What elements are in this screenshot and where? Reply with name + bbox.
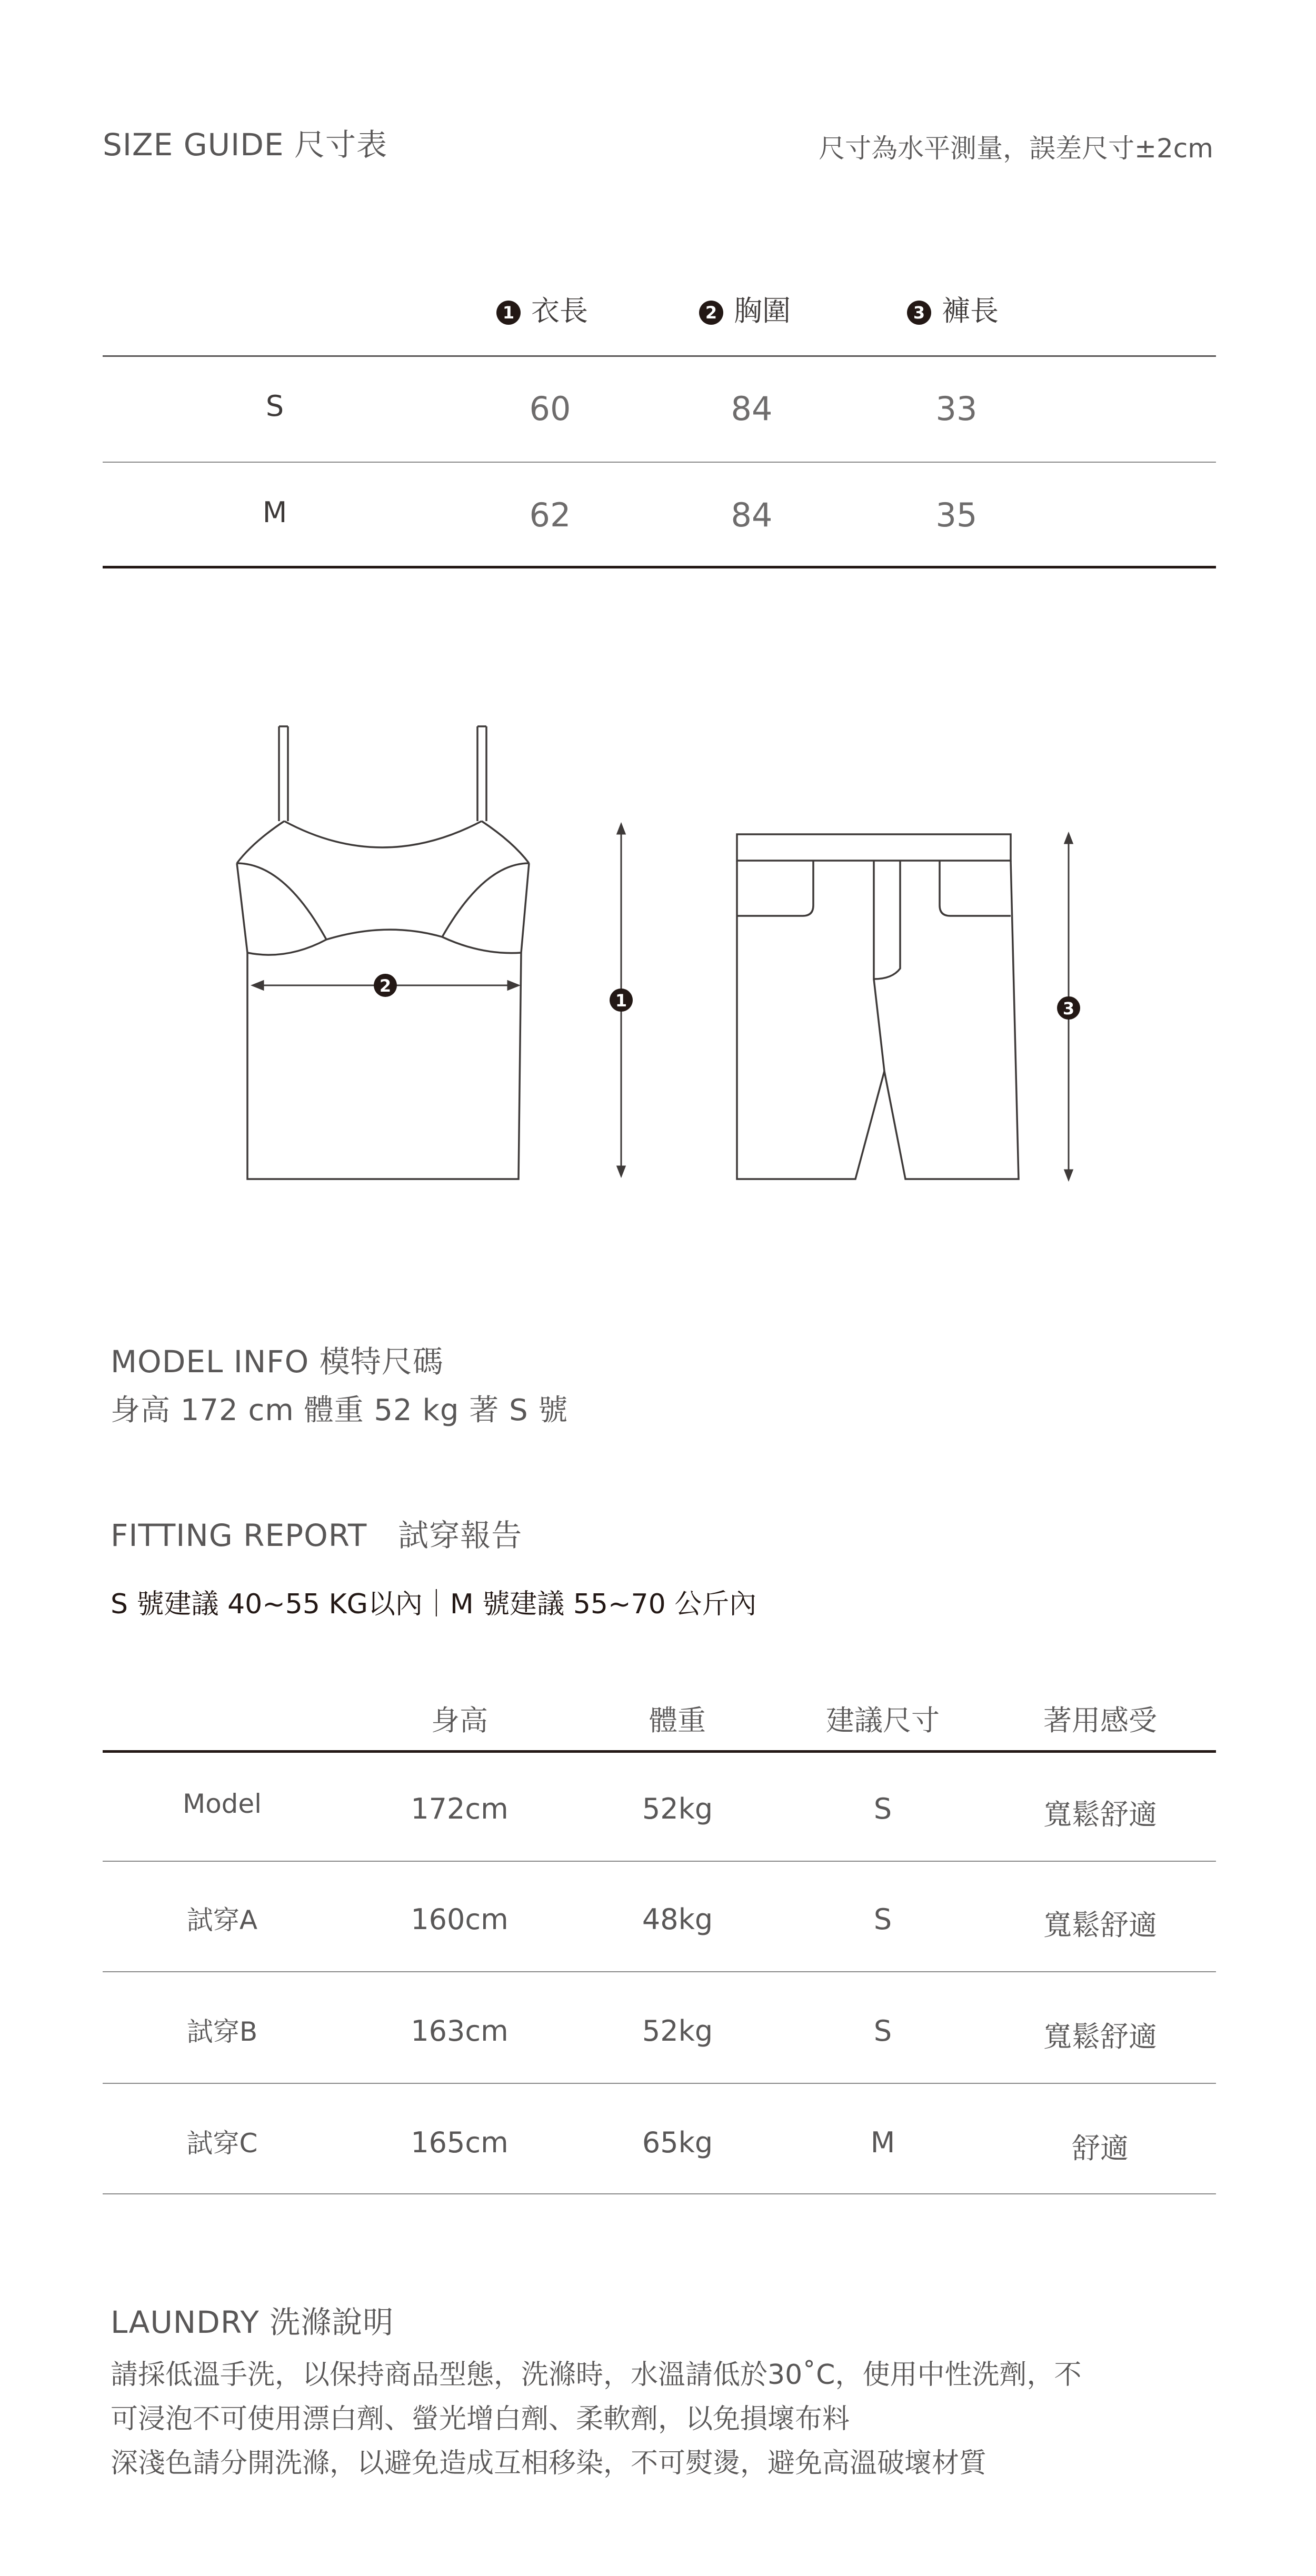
fit-cell: 172cm: [411, 1792, 509, 1825]
fit-cell: 48kg: [642, 1903, 713, 1936]
laundry-instructions: [111, 2353, 1081, 2485]
table-divider: [103, 462, 1216, 463]
fit-cell: S: [873, 1792, 892, 1825]
fit-col-height: 身高: [431, 1704, 488, 1737]
camisole-drawing: [237, 726, 529, 1179]
fit-cell: 寬鬆舒適: [1043, 2020, 1157, 2053]
size-row-label: M: [262, 496, 287, 529]
badge-3: 3: [907, 301, 931, 325]
fit-row-label: Model: [182, 1789, 262, 1819]
badge-1: 1: [496, 301, 521, 325]
col-header-chest: [699, 288, 791, 329]
size-row-label: S: [265, 390, 284, 423]
fitting-recommendation: S 號建議 40~55 KG以內｜M 號建議 55~70 公斤內: [111, 1589, 757, 1620]
col-label-chest: 胸圍: [734, 294, 791, 327]
fit-cell: S: [873, 1903, 892, 1936]
fit-row-label: 試穿C: [186, 2128, 258, 2159]
fit-col-size: 建議尺寸: [826, 1704, 940, 1737]
diagram-marker-3: [1057, 996, 1080, 1020]
fit-row-divider: [103, 2083, 1216, 2084]
marker-3-text: 3: [1062, 999, 1075, 1019]
col-header-length: [496, 288, 588, 329]
fit-cell: 寬鬆舒適: [1043, 1798, 1157, 1831]
fit-col-feeling: 著用感受: [1043, 1704, 1157, 1737]
laundry-title: LAUNDRY 洗滌說明: [111, 2304, 394, 2340]
fit-cell: 65kg: [642, 2126, 713, 2159]
size-cell: 84: [731, 496, 773, 534]
laundry-line: 請採低溫手洗，以保持商品型態，洗滌時，水溫請低於30˚C，使用中性洗劑，不: [111, 2359, 1082, 2391]
fit-cell: 舒適: [1072, 2132, 1129, 2165]
diagram-marker-2: [374, 974, 397, 997]
fit-cell: 52kg: [642, 1792, 713, 1825]
fit-cell: 165cm: [411, 2126, 509, 2159]
col-header-pants: [907, 288, 999, 329]
model-info-title: MODEL INFO 模特尺碼: [111, 1344, 444, 1380]
col-label-pants: 褲長: [942, 294, 999, 327]
fit-cell: S: [873, 2014, 892, 2048]
fit-cell: 寬鬆舒適: [1043, 1909, 1157, 1942]
badge-2: 2: [699, 301, 723, 325]
fit-cell: 163cm: [411, 2014, 509, 2048]
size-guide-title: SIZE GUIDE 尺寸表: [103, 127, 387, 163]
col-label-length: 衣長: [531, 294, 588, 327]
shorts-drawing: [737, 834, 1019, 1179]
fit-row-divider: [103, 2193, 1216, 2194]
size-cell: 84: [731, 390, 773, 428]
fit-row-divider: [103, 1861, 1216, 1862]
fit-cell: 52kg: [642, 2014, 713, 2048]
fit-table-top-border: [103, 1750, 1216, 1753]
model-info-text: 身高 172 cm 體重 52 kg 著 S 號: [111, 1393, 569, 1427]
fit-row-label: 試穿A: [186, 1905, 258, 1935]
garment-diagram: [0, 705, 1316, 1190]
size-guide-note: 尺寸為水平測量，誤差尺寸±2cm: [819, 133, 1213, 164]
marker-2-text: 2: [379, 976, 392, 996]
fit-row-label: 試穿B: [186, 2016, 258, 2047]
diagram-marker-1: [610, 989, 633, 1012]
marker-1-text: 1: [615, 991, 627, 1011]
size-cell: 60: [529, 390, 571, 428]
laundry-line: 可浸泡不可使用漂白劑、螢光增白劑、柔軟劑，以免損壞布料: [111, 2403, 850, 2435]
fit-col-weight: 體重: [649, 1704, 706, 1737]
table-divider: [103, 355, 1216, 357]
laundry-line: 深淺色請分開洗滌，以避免造成互相移染，不可熨燙，避免高溫破壞材質: [111, 2448, 987, 2479]
table-bottom-border: [103, 566, 1216, 568]
size-cell: 62: [529, 496, 571, 534]
size-cell: 35: [935, 496, 978, 534]
fitting-report-title: FITTING REPORT 試穿報告: [111, 1517, 523, 1553]
fit-row-divider: [103, 1971, 1216, 1972]
size-cell: 33: [935, 390, 978, 428]
fit-cell: M: [870, 2126, 895, 2159]
fit-cell: 160cm: [411, 1903, 509, 1936]
